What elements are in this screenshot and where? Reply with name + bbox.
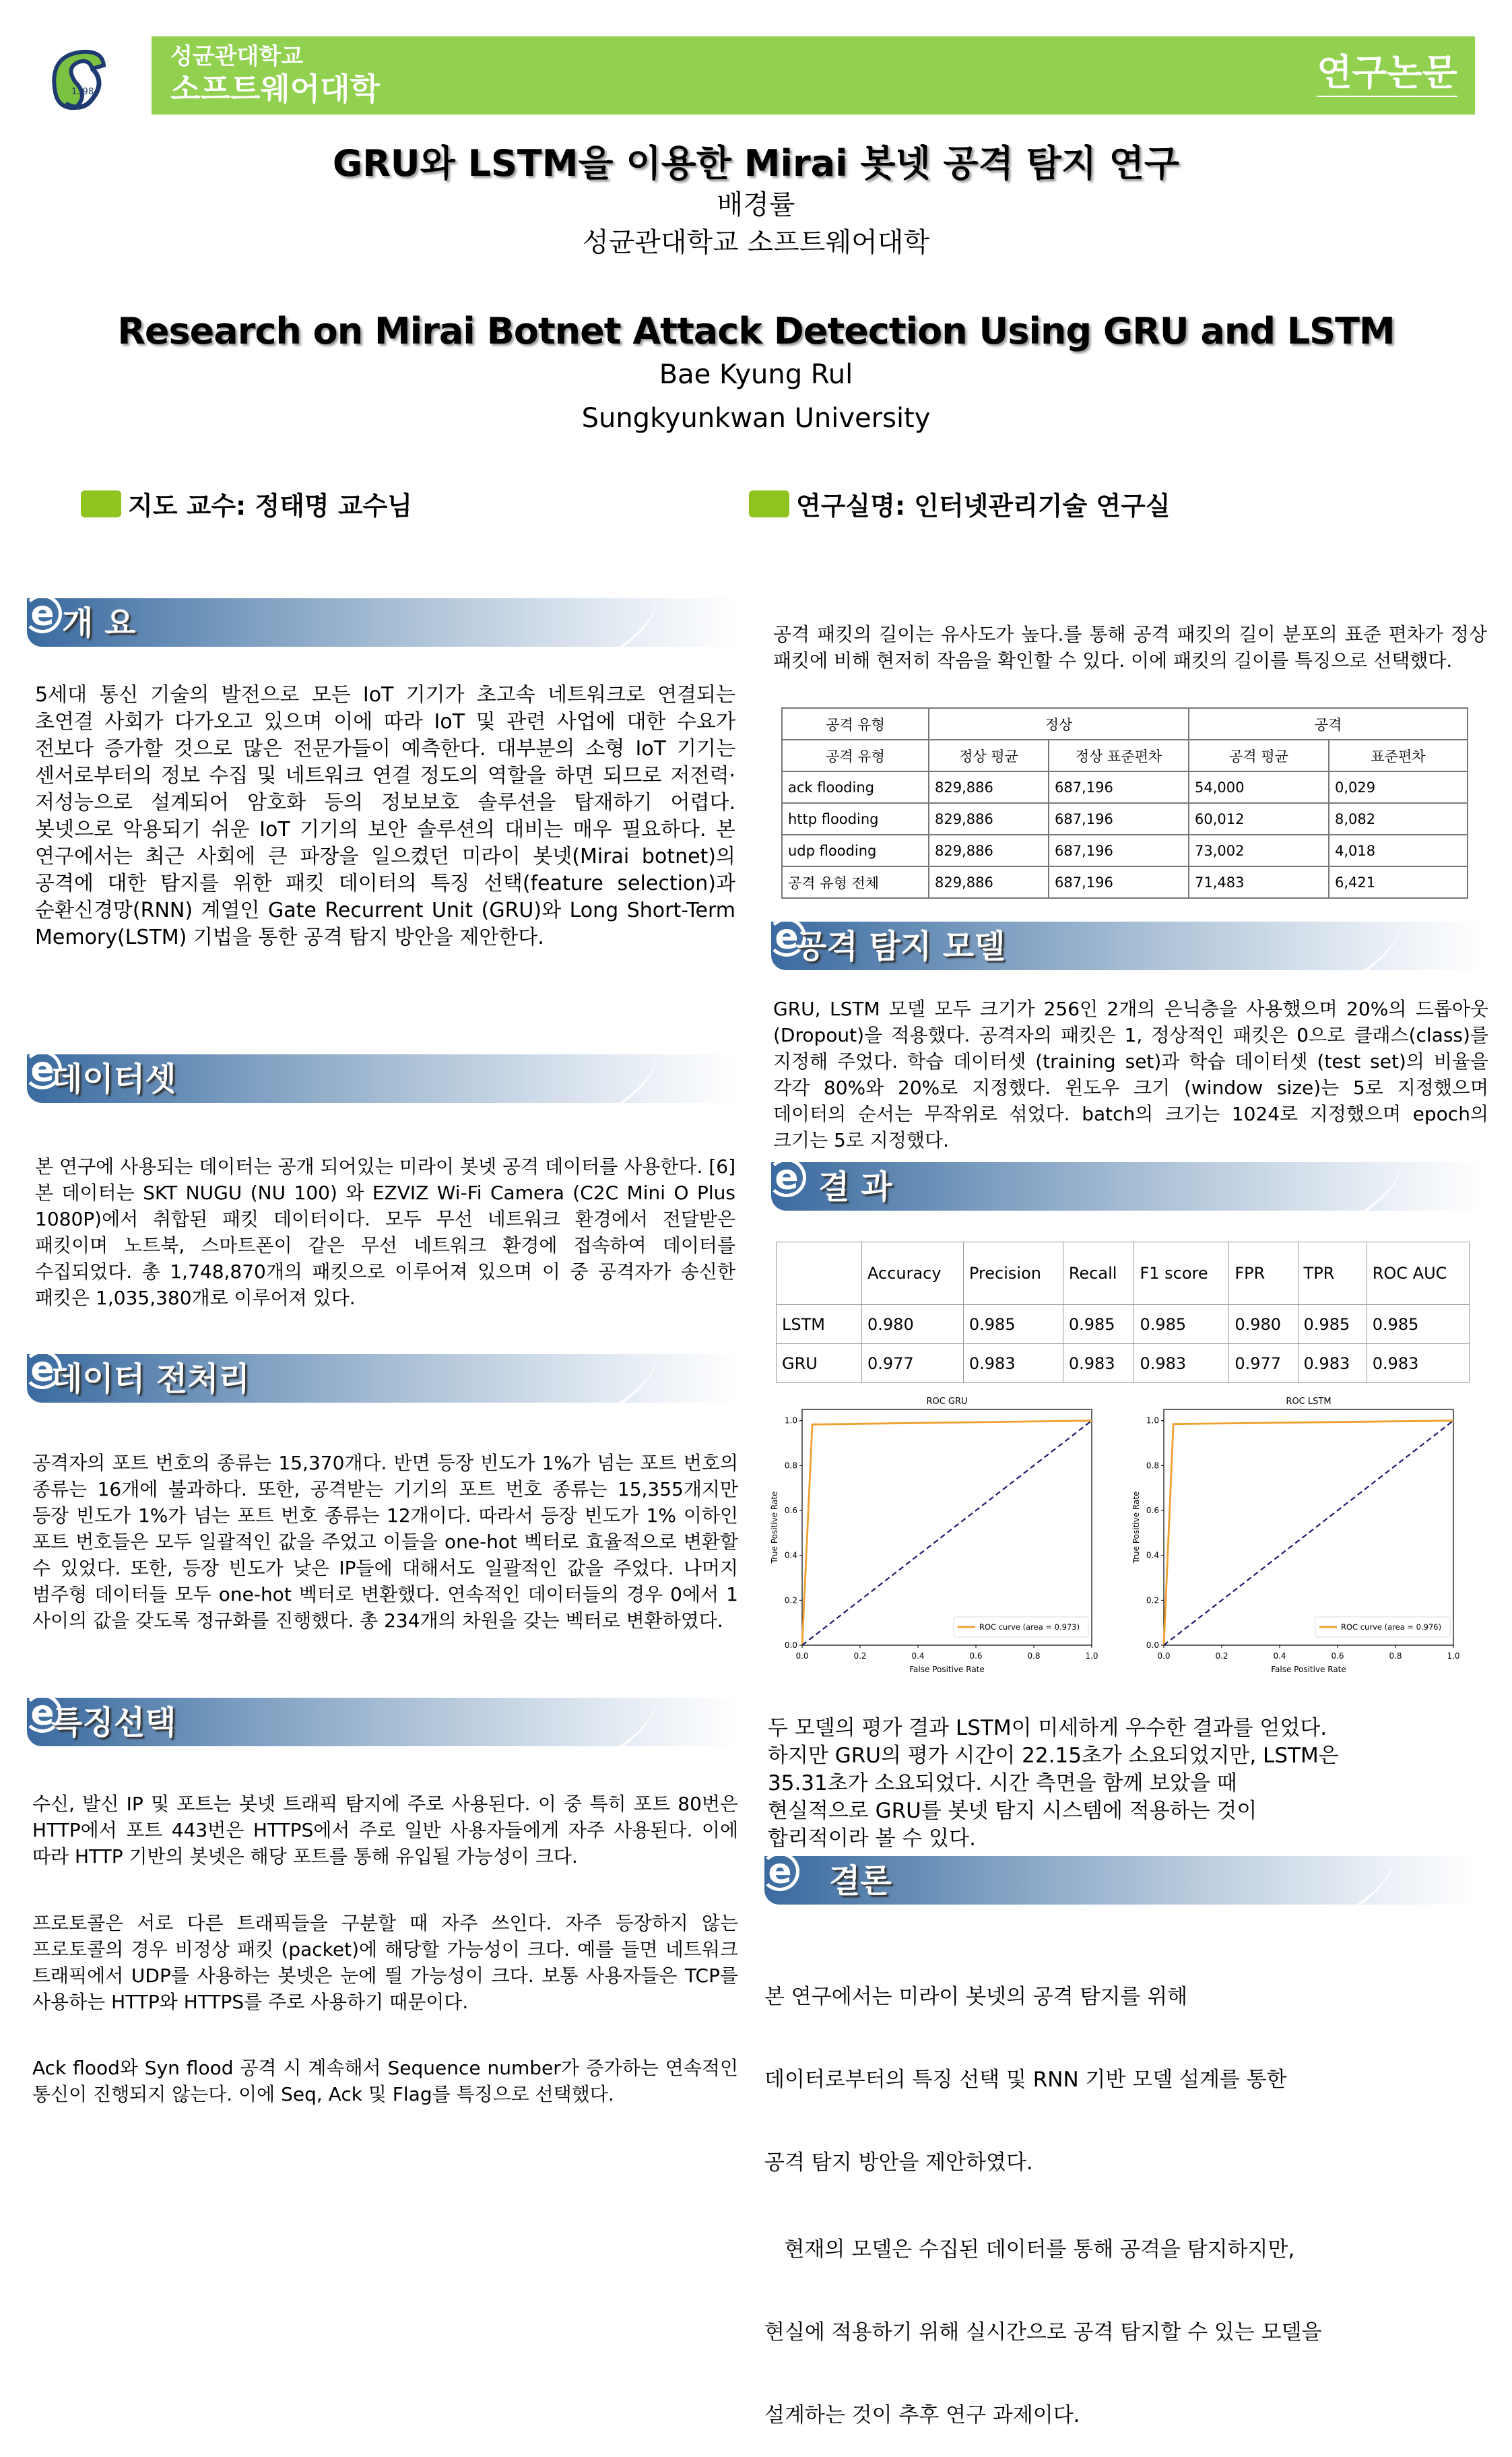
svg-text:ROC LSTM: ROC LSTM xyxy=(1286,1397,1332,1407)
bullet-square-icon xyxy=(749,490,789,517)
svg-text:False Positive Rate: False Positive Rate xyxy=(909,1665,985,1674)
section-header-conclusion: e 결론 xyxy=(764,1856,1478,1905)
svg-text:ROC GRU: ROC GRU xyxy=(926,1397,968,1407)
svg-text:0.4: 0.4 xyxy=(911,1651,925,1661)
e-logo-icon: e xyxy=(771,1162,806,1197)
e-logo-icon: e xyxy=(27,1354,62,1389)
table-header-row: Accuracy Precision Recall F1 score FPR TPR ROC AUC xyxy=(777,1242,1470,1305)
packet-length-table xyxy=(781,707,1468,899)
table-row: ack flooding 829,886 687,196 54,000 0,029 xyxy=(782,771,1468,803)
svg-text:0.6: 0.6 xyxy=(1331,1651,1344,1661)
university-name: 성균관대학교 xyxy=(170,43,304,70)
header-bar xyxy=(152,36,1475,115)
lab-info xyxy=(749,485,1171,522)
svg-text:0.8: 0.8 xyxy=(1146,1461,1159,1471)
english-title: Research on Mirai Botnet Attack Detection Using GRU and LSTM xyxy=(117,310,1395,352)
svg-text:0.8: 0.8 xyxy=(784,1461,797,1471)
svg-text:False Positive Rate: False Positive Rate xyxy=(1271,1665,1346,1674)
svg-text:1.0: 1.0 xyxy=(1146,1415,1159,1426)
svg-text:1.0: 1.0 xyxy=(1085,1651,1098,1661)
svg-text:0.0: 0.0 xyxy=(784,1640,797,1650)
svg-text:0.2: 0.2 xyxy=(1146,1595,1159,1605)
korean-author: 배경률 xyxy=(717,189,795,220)
svg-text:0.2: 0.2 xyxy=(853,1651,867,1661)
bullet-square-icon xyxy=(81,490,121,517)
lab-label: 연구실명: 인터넷관리기술 연구실 xyxy=(796,491,1171,521)
section-header-dataset: e 데이터셋 xyxy=(27,1054,741,1103)
svg-text:0.8: 0.8 xyxy=(1027,1651,1041,1661)
feature-selection-continued-text: 공격 패킷의 길이는 유사도가 높다.를 통해 공격 패킷의 길이 분포의 표준 편차가 정상 패킷에 비해 현저히 작음을 확인할 수 있다. 이에 패킷의 길이를 특징으로 선택했다. xyxy=(773,623,1487,672)
svg-text:0.0: 0.0 xyxy=(795,1651,809,1661)
table-row: udp flooding 829,886 687,196 73,002 4,018 xyxy=(782,835,1468,866)
svg-text:True Positive Rate: True Positive Rate xyxy=(770,1491,779,1564)
svg-text:0.6: 0.6 xyxy=(1146,1506,1159,1515)
svg-text:0.0: 0.0 xyxy=(1157,1651,1171,1661)
advisor-info xyxy=(81,485,412,522)
results-text: 두 모델의 평가 결과 LSTM이 미세하게 우수한 결과를 얻었다. 하지만 GRU의 평가 시간이 22.15초가 소요되었지만, LSTM은 35.31초가 소요되었다. 시간 측면을 함께 보았을 때 현실적으로 GRU를 봇넷 탐지 시스템에 적용하는 것이 합리적이라 볼 수 있다. xyxy=(768,1716,1339,1851)
english-affiliation: Sungkyunkwan University xyxy=(581,403,931,434)
model-text: GRU, LSTM 모델 모두 크기가 256인 2개의 은닉층을 사용했으며 20%의 드롭아웃(Dropout)을 적용했다. 공격자의 패킷은 1, 정상적인 패킷은 0으로 클래스(class)를 지정해 주었다. 학습 데이터셋 (training set)과 학습 데이터셋 (test set)의 비율을 각각 80%와 20%로 지정했다. 윈도우 크기 (window size)는 5로 지정했으며 데이터의 순서는 무작위로 섞었다. batch의 크기는 1024로 지정했으며 epoch의 크기는 5로 지정했다. xyxy=(773,998,1488,1151)
table-row: GRU 0.977 0.983 0.983 0.983 0.977 0.983 0.983 xyxy=(777,1344,1470,1383)
svg-text:0.2: 0.2 xyxy=(784,1595,797,1605)
svg-text:0.6: 0.6 xyxy=(969,1651,983,1661)
svg-text:0.2: 0.2 xyxy=(1215,1651,1228,1661)
korean-affiliation: 성균관대학교 소프트웨어대학 xyxy=(582,227,930,258)
svg-text:ROC curve (area = 0.973): ROC curve (area = 0.973) xyxy=(979,1622,1080,1632)
section-header-feature-selection: e 특징선택 xyxy=(27,1698,741,1746)
dataset-text: 본 연구에 사용되는 데이터는 공개 되어있는 미라이 봇넷 공격 데이터를 사용한다. [6] 본 데이터는 SKT NUGU (NU 100) 와 EZVIZ Wi-Fi Camera (C2C Mini O Plus 1080P)에서 취합된 패킷 데이터이다. 모두 무선 네트워크 환경에서 전달받은 패킷이며 노트북, 스마트폰이 같은 무선 네트워크 환경에 접속하여 데이터를 수집되었다. 총 1,748,870개의 패킷으로 이루어져 있으며 이 중 공격자가 송신한 패킷은 1,035,380개로 이루어져 있다. xyxy=(35,1155,735,1309)
svg-text:1398: 1398 xyxy=(71,87,94,97)
table-row: 공격 유형 전체 829,886 687,196 71,483 6,421 xyxy=(782,866,1468,898)
svg-text:0.6: 0.6 xyxy=(784,1506,797,1515)
conclusion-text: 본 연구에서는 미라이 봇넷의 공격 탐지를 위해 데이터로부터의 특징 선택 및 RNN 기반 모델 설계를 통한 공격 탐지 방안을 제안하였다. 현재의 모델은 수집된 데이터를 통해 공격을 탐지하지만, 현실에 적용하기 위해 실시간으로 공격 탐지할 수 있는 모델을 설계하는 것이 추후 연구 과제이다. xyxy=(764,1985,1322,2427)
section-header-results: e 결 과 xyxy=(771,1162,1485,1211)
section-header-preprocessing: e 데이터 전처리 xyxy=(27,1354,741,1403)
preprocessing-text: 공격자의 포트 번호의 종류는 15,370개다. 반면 등장 빈도가 1%가 넘는 포트 번호의 종류는 16개에 불과하다. 또한, 공격받는 기기의 포트 번호 종류는 15,355개지만 등장 빈도가 1%가 넘는 포트 번호 종류는 12개이다. 따라서 등장 빈도가 1% 이하인 포트 번호들은 모두 일괄적인 값을 주었고 이들을 one-hot 벡터로 효율적으로 변환할 수 있었다. 또한, 등장 빈도가 낮은 IP들에 대해서도 일괄적인 값을 주었다. 나머지 범주형 데이터들 모두 one-hot 벡터로 변환했다. 연속적인 데이터들의 경우 0에서 1 사이의 값을 갖도록 정규화를 진행했다. 총 234개의 차원을 갖는 벡터로 변환하였다. xyxy=(32,1452,738,1632)
e-logo-icon: e xyxy=(771,922,806,957)
korean-title: GRU와 LSTM을 이용한 Mirai 봇넷 공격 탐지 연구 xyxy=(332,142,1180,185)
e-logo-icon: e xyxy=(27,1054,62,1089)
table-header-row: 공격 유형 정상 평균 정상 표준편차 공격 평균 표준편차 xyxy=(782,740,1468,771)
svg-text:0.4: 0.4 xyxy=(784,1550,797,1560)
svg-text:0.0: 0.0 xyxy=(1146,1640,1159,1650)
roc-lstm-chart xyxy=(1129,1395,1486,1691)
svg-text:True Positive Rate: True Positive Rate xyxy=(1131,1491,1141,1564)
table-row: http flooding 829,886 687,196 60,012 8,082 xyxy=(782,803,1468,835)
e-logo-icon: e xyxy=(764,1856,799,1891)
metrics-table xyxy=(776,1242,1470,1383)
svg-text:0.8: 0.8 xyxy=(1389,1651,1402,1661)
e-logo-icon: e xyxy=(27,1698,62,1733)
paper-type-label: 연구논문 xyxy=(1317,51,1457,97)
svg-text:0.4: 0.4 xyxy=(1273,1651,1286,1661)
feature-selection-paragraph-1: 수신, 발신 IP 및 포트는 봇넷 트래픽 탐지에 주로 사용된다. 이 중 특히 포트 80번은 HTTP에서 포트 443번은 HTTPS에서 주로 일반 사용자들에게 자주 사용된다. 이에 따라 HTTP 기반의 봇넷은 해당 포트를 통해 유입될 가능성이 크다. xyxy=(32,1793,738,1868)
e-logo-icon: e xyxy=(27,598,62,633)
feature-selection-paragraph-2: 프로토콜은 서로 다른 트래픽들을 구분할 때 자주 쓰인다. 자주 등장하지 않는 프로토콜의 경우 비정상 패킷 (packet)에 해당할 가능성이 크다. 예를 들면 네트워크 트래픽에서 UDP를 사용하는 봇넷은 눈에 띌 가능성이 크다. 보통 사용자들은 TCP를 사용하는 HTTP와 HTTPS를 주로 사용하기 때문이다. xyxy=(32,1912,738,2013)
section-header-overview: e 개 요 xyxy=(27,598,741,647)
svg-text:1.0: 1.0 xyxy=(784,1415,797,1426)
college-name: 소프트웨어대학 xyxy=(170,71,381,107)
overview-text: 5세대 통신 기술의 발전으로 모든 IoT 기기가 초고속 네트워크로 연결되는 초연결 사회가 다가오고 있으며 이에 따라 IoT 및 관련 사업에 대한 수요가 전보다 증가할 것으로 많은 전문가들이 예측한다. 대부분의 소형 IoT 기기는 센서로부터의 정보 수집 및 네트워크 연결 정도의 역할을 하면 되므로 저전력·저성능으로 설계되어 암호화 등의 정보보호 솔루션을 탑재하기 어렵다. 봇넷으로 악용되기 쉬운 IoT 기기의 보안 솔루션의 대비는 매우 필요하다. 본 연구에서는 최근 사회에 큰 파장을 일으켰던 미라이 봇넷(Mirai botnet)의 공격에 대한 탐지를 위한 패킷 데이터의 특징 선택(feature selection)과 순환신경망(RNN) 계열인 Gate Recurrent Unit (GRU)와 Long Short-Term Memory(LSTM) 기법을 통한 공격 탐지 방안을 제안한다. xyxy=(35,683,735,949)
advisor-label: 지도 교수: 정태명 교수님 xyxy=(128,491,412,521)
table-header-row: 공격 유형 정상 공격 xyxy=(782,708,1468,740)
feature-selection-paragraph-3: Ack flood와 Syn flood 공격 시 계속해서 Sequence number가 증가하는 연속적인 통신이 진행되지 않는다. 이에 Seq, Ack 및 Flag를 특징으로 선택했다. xyxy=(32,2057,738,2105)
university-logo xyxy=(28,28,129,129)
english-author: Bae Kyung Rul xyxy=(659,359,853,390)
svg-text:ROC curve (area = 0.976): ROC curve (area = 0.976) xyxy=(1341,1622,1442,1632)
table-row: LSTM 0.980 0.985 0.985 0.985 0.980 0.985 0.985 xyxy=(777,1305,1470,1344)
svg-text:1.0: 1.0 xyxy=(1447,1651,1460,1661)
svg-text:0.4: 0.4 xyxy=(1146,1550,1159,1560)
section-header-model: e 공격 탐지 모델 xyxy=(771,922,1485,970)
roc-gru-chart xyxy=(768,1395,1125,1691)
